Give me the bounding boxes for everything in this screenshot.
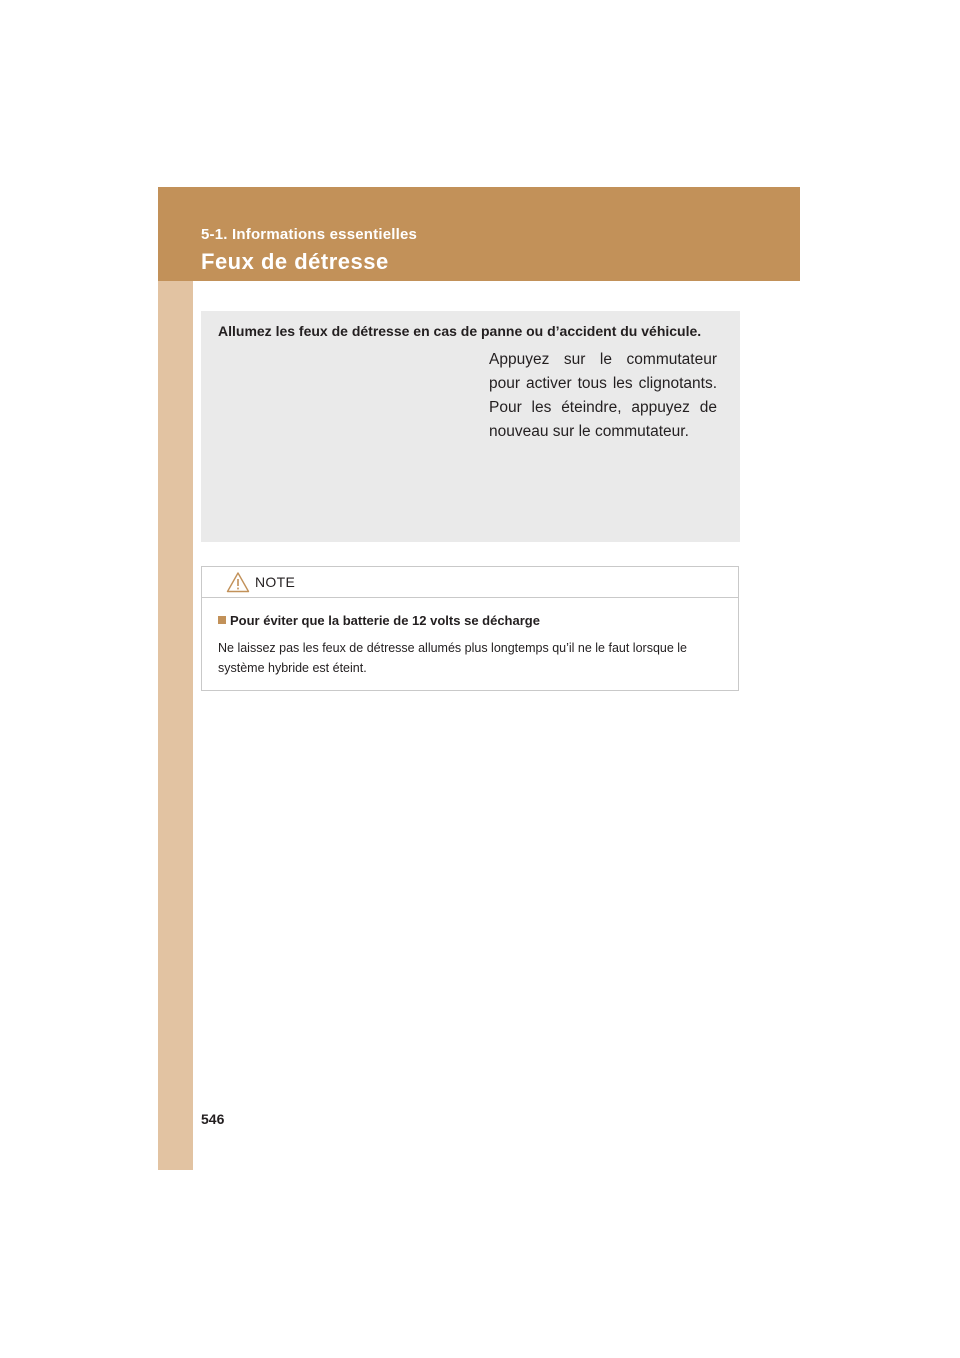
intro-text: Allumez les feux de détresse en cas de panne ou d’accident du véhicule. [218,323,702,339]
note-body: Ne laissez pas les feux de détresse allumés plus longtemps qu’il ne le faut lorsque le système hybride est éteint. [218,641,688,675]
note-heading-text: Pour éviter que la batterie de 12 volts se décharge [230,613,540,628]
warning-triangle-icon [226,571,250,593]
side-band [158,187,193,1170]
note-box [201,566,739,691]
page-title: Feux de détresse [201,249,389,274]
page-number: 546 [201,1111,225,1127]
instruction-text: Appuyez sur le commutateur pour activer tous les clignotants. Pour les éteindre, appuyez de nouveau sur le commutateur. [489,351,717,440]
bullet-square-icon [218,616,226,624]
note-label: NOTE [255,574,296,590]
section-label: 5-1. Informations essentielles [201,226,418,243]
note-header [202,567,738,598]
note-heading [218,613,540,628]
